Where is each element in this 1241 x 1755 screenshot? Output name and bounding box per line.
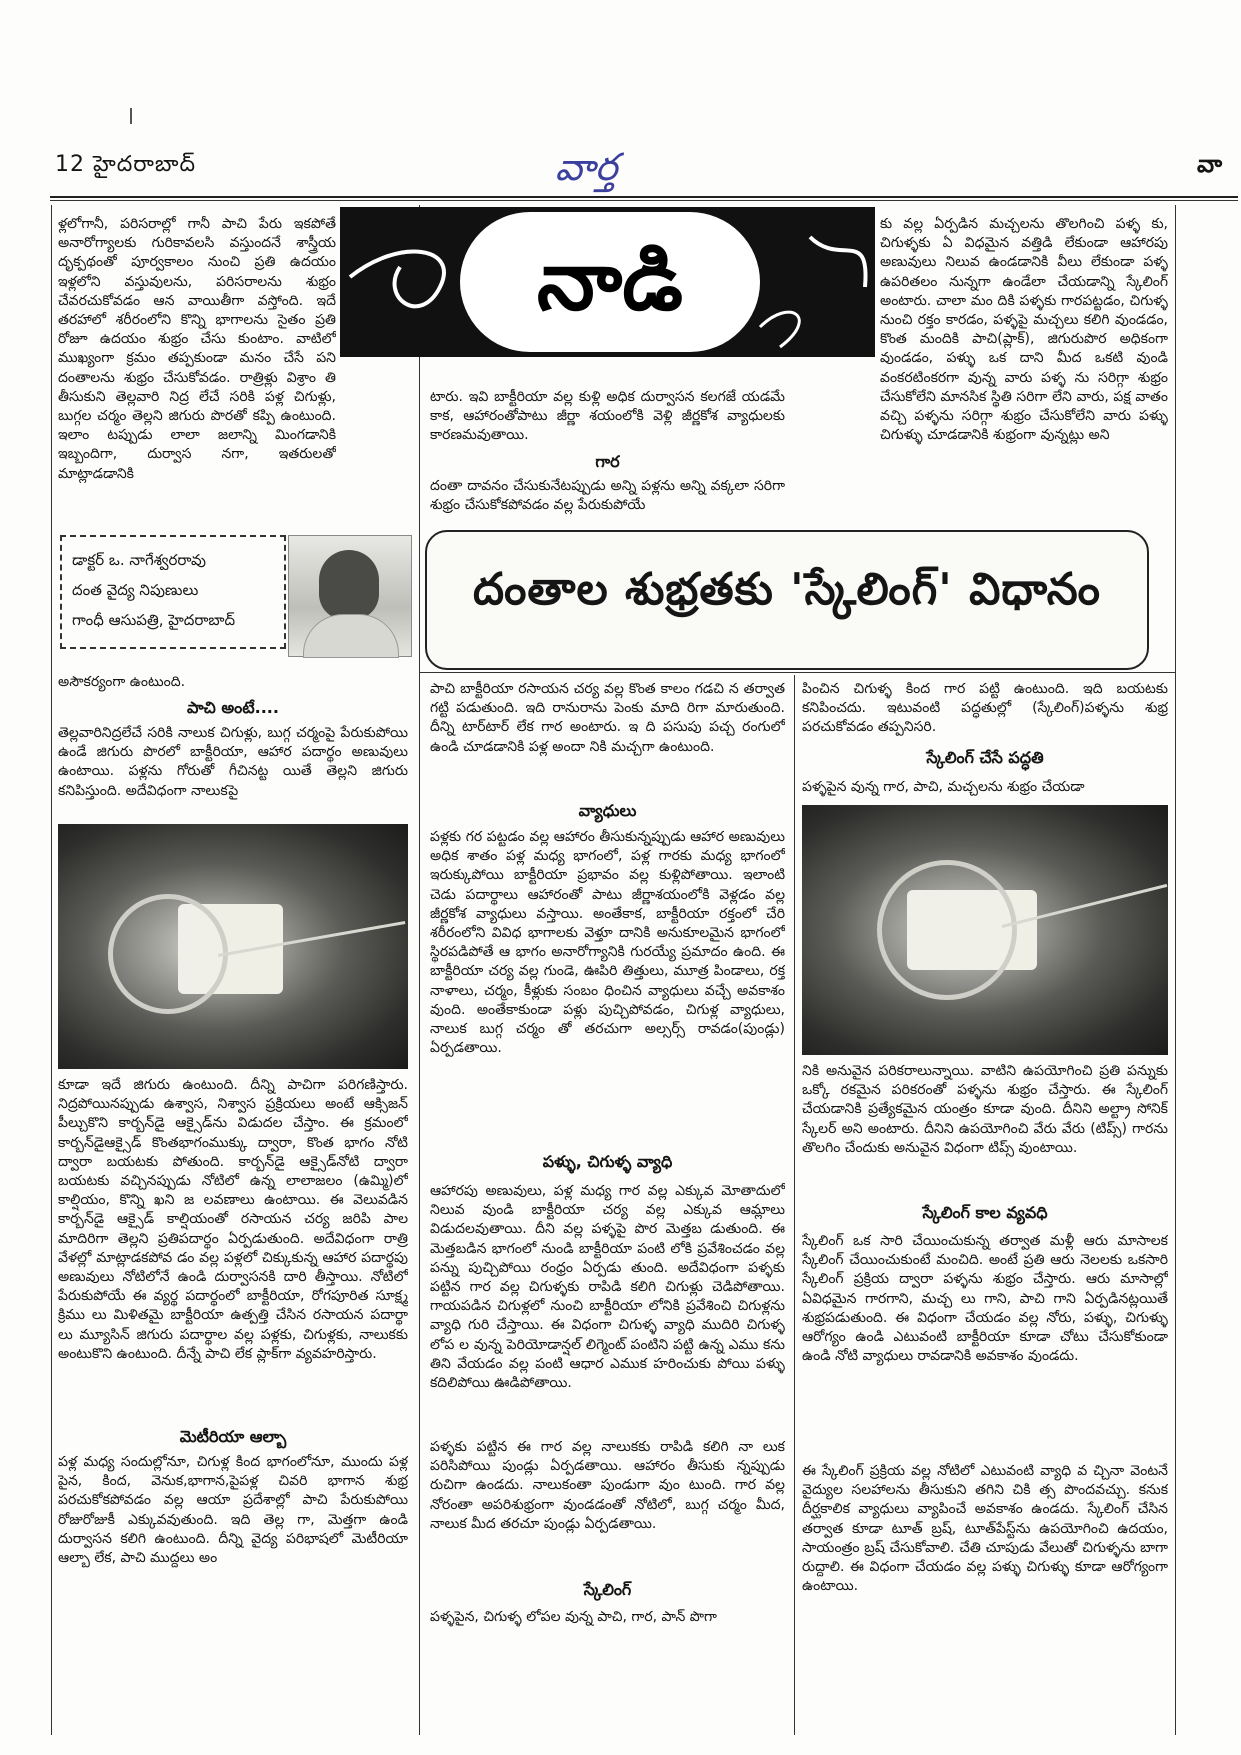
col1-intro: ళ్లలోగానీ, పరిసరాల్లో గానీ పాచి పేరు ఇకపోతే అనారోగ్యాలకు గురికావలసి వస్తుందనే శాస్త్రీయ దృక్పథంతో పూర్వకాలం నుంచి ప్రతి ఉదయం ఇళ్లలోని వస్తువులను, పరిసరాలను శుభ్రం చేవరచుకోవడం ఆన వాయితీగా వస్తోంది. ఇదే తరహాలో శరీరంలోని కొన్ని భాగాలను సైతం ప్రతి రోజూ ఉదయం శుభ్రం చేసు కుంటాం. వాటిలో ముఖ్యంగా క్రమం తప్పకుండా మనం చేసే పని దంతాలను శుభ్రం చేసుకోవడం. రాత్రిళ్లు విశ్రాం తి తీసుకుని తెల్లవారి నిద్ర లేచే సరికి పళ్ల చిగుళ్లు, బుగ్గల చర్మం తెల్లని జిగురు పొరతో కప్పి ఉంటుంది. ఇలాం టప్పుడు లాలా జలాన్ని మింగడానికి ఇబ్బందిగా, దుర్వాస నగా, ఇతరులతో మాట్లాడడానికి [58, 216, 336, 482]
col1-para3: పళ్ల మధ్య సందుల్లోనూ, చిగుళ్ల కింద భాగంలోనూ, ముందు పళ్ల పైన, కింద, వెనుక,భాగాన,పైపళ్ల చివరి భాగాన శుభ్ర పరచుకోకపోవడం వల్ల ఆయా ప్రదేశాల్లో పాచి పేరుకుపోయి రోజురోజుకీ ఎక్కువవుతుంది. ఇది తెల్ల గా, మెత్తగా ఉండి దుర్వాసన కలిగి ఉంటుంది. దీన్ని వైద్య పరిభాషలో మెటీరియా ఆల్బా లేక, పాచి ముద్దలు అం [58, 1454, 408, 1567]
dental-mirror-photo-left [58, 824, 408, 1069]
col1-para2: కూడా ఇదే జిగురు ఉంటుంది. దీన్ని పాచిగా పరిగణిస్తారు. నిద్రపోయినప్పుడు ఉశ్వాస, నిశ్వాస ప్రక్రియలు అంటే ఆక్సిజన్ పీల్చుకొని కార్బన్‌డై ఆక్సైడ్‌ను విడుదల చేస్తాం. ఈ క్రమంలో కార్బన్‌డైఆక్సైడ్ కొంతభాగంముక్కు ద్వారా, కొంత భాగం నోటి ద్వారా బయటకు పోతుంది. కార్బన్‌డై ఆక్సైడ్‌నోటి ద్వారా బయటకు వచ్చినప్పుడు నోటిలో ఉన్న లాలాజలం (ఉమ్మి)లో కాల్షియం, కొన్ని ఖని జ లవణాలు ఉంటాయి. ఈ వెలువడిన కార్బన్‌డై ఆక్సైడ్ కాల్షియంతో రసాయన చర్య జరిపి పాల మాదిరిగా తెల్లని ప్రతిపదార్థం ఏర్పడుతుంది. అదేవిధంగా రాత్రి వేళల్లో మాట్లాడకపోవ డం వల్ల పళ్లలో చిక్కుకున్న ఆహార పదార్థపు అణువులు నోటిలోనే ఉండి దుర్వాసనకి దారి తీస్తాయి. నోటిలో పేరుకుపోయే ఈ వ్యర్థ పదార్థంలో బాక్టీరియా, రోగపూరిత సూక్ష్మ క్రిము లు మిళితమై బాక్టీరియా ఉత్పత్తి చేసిన రసాయన పదార్థా లు మ్యూసిన్ జిగురు పదార్థాల వల్ల పళ్లకు, చిగుళ్లకు, నాలుకకు అంటుకొని ఉంటుంది. దీన్నే పాచి లేక ప్లాక్‌గా వ్యవహరిస్తారు. [58, 1077, 408, 1362]
dental-mirror-photo-right [802, 805, 1168, 1055]
right-border [1175, 205, 1176, 1735]
masthead-signature: వార్త [555, 145, 618, 189]
edge-mark: వా [1197, 150, 1223, 178]
col2-subheading-scaling: స్కేలింగ్ [583, 1580, 632, 1599]
col2-diseases: పళ్లకు గర పట్టడం వల్ల ఆహారం తీసుకున్నప్పుడు ఆహార అణువులు అధిక శాతం పళ్ల మధ్య భాగంలో, పళ్ల గారకు మధ్య భాగంలో ఇరుక్కుపోయి బాక్టీరియా ప్రభావం వల్ల కుళ్లిపోతాయి. ఇలాంటి చెడు పదార్థాలు ఆహారంతో పాటు జీర్ణాశయంలోకి వెళ్లడం వల్ల జీర్ణకోశ వ్యాధులు వస్తాయి. అంతేకాక, బాక్టీరియా రక్తంలో చేరి శరీరంలోని వివిధ భాగాలకు వెళ్తూ దానికి అనుకూలమైన భాగంలో స్థిరపడిపోతే ఆ భాగం అనారోగ్యానికి గురయ్యే ప్రమాదం ఉంది. ఈ బాక్టీరియా చర్య వల్ల గుండె, ఊపిరి తిత్తులు, మూత్ర పిండాలు, రక్త నాళాలు, చర్మం, కీళ్లుకు సంబం ధించిన వ్యాధులు వచ్చే అవకాశం వుంది. అంతేకాకుండా పళ్లు పుచ్చిపోవడం, చిగుళ్ల వ్యాధులు, నాలుక బుగ్గ చర్మం తో తరచుగా అల్సర్స్ రావడం(పుండ్లు) ఏర్పడతాయి. [430, 829, 785, 1057]
tick-mark [130, 108, 132, 124]
headline-banner [425, 530, 1149, 670]
headline-underline [420, 672, 1175, 673]
byline-name: డాక్టర్ ఒ. నాగేశ్వరరావు [72, 551, 206, 569]
column-rule-2 [794, 675, 795, 1735]
naadi-logo-box [340, 207, 875, 357]
col1-after-byline: అసౌకర్యంగా ఉంటుంది. [58, 674, 186, 690]
byline-affiliation: గాంధీ ఆసుపత్రి, హైదరాబాద్ [72, 611, 236, 629]
page-label: 12 హైదరాబాద్ [55, 152, 196, 177]
col3-method2: నికి అనువైన పరికరాలున్నాయి. వాటిని ఉపయోగించి ప్రతి పన్నుకు ఒక్కో రకమైన పరికరంతో పళ్ళను శుభ్రం చేస్తారు. ఈ స్కేలింగ్ చేయడానికి ప్రత్యేకమైన యంత్రం కూడా వుంది. దీనిని అల్ట్రా సోనిక్ స్కేలర్ అని అంటారు. దీనిని ఉపయోగించి వేరు వేరు (టిప్స్) గారను తొలగిం చేందుకు అనువైన విధంగా టిప్స్ వుంటాయి. [802, 1063, 1168, 1156]
mirror-shape [108, 894, 228, 1014]
col2-top: టారు. ఇవి బాక్టీరియా వల్ల కుళ్లి అధిక దుర్వాసన కలగజే యడమే కాక, ఆహారంతోపాటు జీర్ణా శయంలోకి వెళ్లి జీర్ణకోశ వ్యాధులకు కారణమవుతాయి. [430, 389, 785, 444]
logo-text: నాడి [460, 212, 760, 352]
col3-cont: పించిన చిగుళ్ళ కింద గార పట్టి ఉంటుంది. ఇది బయటకు కనిపించదు. ఇటువంటి పద్ధతుల్లో (స్కేలింగ్)పళ్ళను శుభ్ర పరచుకోవడం తప్పనిసరి. [802, 681, 1168, 736]
col3-subheading-period: స్కేలింగ్ కాల వ్యవధి [922, 1203, 1048, 1222]
col2-cont: పాచి బాక్టీరియా రసాయన చర్య వల్ల కొంత కాలం గడచి న తర్వాత గట్టి పడుతుంది. ఇది రానురాను పెంకు మాది రిగా మారుతుంది. దీన్ని టార్‌టార్ లేక గార అంటారు. ఇ ది పసుపు పచ్చ రంగులో ఉండి చూడడానికి పళ్ల అందా నికి మచ్చగా ఉంటుంది. [430, 681, 785, 755]
col3-period1: స్కేలింగ్ ఒక సారి చేయించుకున్న తర్వాత మళ్లీ ఆరు మాసాలక స్కేలింగ్ చేయించుకుంటే మంచిది. అంటే ప్రతి ఆరు నెలలకు ఒకసారి స్కేలింగ్ ప్రక్రియ ద్వారా పళ్ళను శుభ్రం చేస్తారు. ఆరు మాసాల్లో ఏవిధమైన గారగాని, మచ్చ లు గాని, పాచి గాని ఏర్పడినట్లయితే శుభ్రపడుతుంది. ఈ విధంగా చేయడం వల్ల నోరు, పళ్ళు, చిగుళ్ళు ఆరోగ్యం ఉండి ఎటువంటి బాక్టీరియా కూడా చోటు చేసుకోకుండా ఉండి నోటి వ్యాధులు రావడానికి అవకాశం వుండదు. [802, 1233, 1168, 1365]
col2-scaling-start: పళ్ళపైన, చిగుళ్ళ లోపల వున్న పాచి, గార, పాన్ పొగా [430, 1609, 717, 1625]
author-portrait [288, 535, 412, 657]
byline-title: దంత వైద్య నిపుణులు [72, 581, 199, 599]
byline-box [60, 535, 286, 649]
col2-gara: దంతా దావనం చేసుకునేటప్పుడు అన్ని పళ్లను అన్ని వక్కలా సరిగా శుభ్రం చేసుకోకపోవడం వల్ల పేరుకుపోయే [430, 478, 785, 514]
col2-subheading-diseases: వ్యాధులు [578, 801, 637, 820]
col1-subheading-pachi: పాచి అంటే.... [187, 698, 279, 717]
col3-period2: ఈ స్కేలింగ్ ప్రక్రియ వల్ల నోటిలో ఎటువంటి వ్యాధి వ చ్చినా వెంటనే వైద్యుల సలహాలను తీసుకుని తగిని చికి త్స పొందవచ్చు. కనుక దీర్ఘకాలిక వ్యాధులు వ్యాపించే అవకాశం ఉండదు. స్కేలింగ్ చేసిన తర్వాత కూడా టూత్ బ్రష్, టూత్‌పేస్ట్‌ను ఉపయోగించి ఉదయం, సాయంత్రం బ్రష్ చేసుకోవాలి. చేతి చూపుడు వేలుతో చిగుళ్ళను బాగా రుద్దాలి. ఈ విధంగా చేయడం వల్ల పళ్ళు చిగుళ్ళు కూడా ఆరోగ్యంగా ఉంటాయి. [802, 1463, 1168, 1595]
col2-subheading-gara: గార [595, 452, 620, 471]
col2-gum2: పళ్ళకు పట్టిన ఈ గార వల్ల నాలుకకు రాపిడి కలిగి నా లుక పరిసిపోయి పుండ్లు ఏర్పడతాయి. ఆహారం తీసుకు న్నప్పుడు రుచిగా ఉండదు. నాలుకంతా పుండుగా వుం టుంది. గార వల్ల నోరంతా అపరిశుభ్రంగా వుండడంతో నోటిలో, బుగ్గ చర్మం మీద, నాలుక మీద తరచూ పుండ్లు ఏర్పడతాయి. [430, 1439, 785, 1532]
col2-gum1: ఆహారపు అణువులు, పళ్ల మధ్య గార వల్ల ఎక్కువ మోతాదులో నిలువ వుండి బాక్టీరియా చర్య వల్ల ఎక్కువ ఆమ్లాలు విడుదలవుతాయి. దీని వల్ల పళ్ళపై పొర మెత్తబ డుతుంది. ఈ మెత్తబడిన భాగంలో నుండి బాక్టీరియా పంటి లోకి ప్రవేశించడం వల్ల పన్ను పుచ్చిపోయి రంధ్రం ఏర్పడు తుంది. అదేవిధంగా పళ్ళకు పట్టిన గార వల్ల చిగుళ్ళకు రాపిడి కలిగి చిగుళ్లు చెడిపోతాయి. గాయపడిన చిగుళ్లలో నుంచి బాక్టీరియా లోనికి ప్రవేశించి చిగుళ్లను వ్యాధి గురి చేస్తాయి. ఈ విధంగా చిగుళ్ళ వ్యాధి ముదిరి చిగుళ్ళ లోప ల వున్న పెరియోడాన్షల్ లిగ్మెంట్ పంటిని పట్టి ఉన్న ఎము కను తిని వేయడం వల్ల పంటి ఆధార ఎముక హరించుకు పోయి పళ్ళు కదిలిపోయి ఊడిపోతాయి. [430, 1183, 785, 1392]
col2-subheading-gum: పళ్ళు, చిగుళ్ళ వ్యాధి [542, 1152, 673, 1171]
headline-text: దంతాల శుభ్రతకు 'స్కేలింగ్' విధానం [473, 564, 1101, 615]
left-border [51, 205, 52, 1735]
column-rule-1 [419, 205, 420, 1735]
col1-subheading-materia: మెటీరియా ఆల్బా [179, 1427, 287, 1446]
header-rule [50, 196, 1238, 198]
portrait-shoulders [303, 614, 399, 658]
col1-para1: తెల్లవారినిద్రలేచే సరికి నాలుక చిగుళ్లు, బుగ్గ చర్మంపై పేరుకుపోయి ఉండే జిగురు పొరలో బాక్టీరియా, ఆహార పదార్థం అణువులు ఉంటాయి. పళ్లను గోరుతో గీచినట్ట యితే తెల్లని జిగురు కనిపిస్తుంది. అదేవిధంగా నాలుకపై [58, 725, 408, 799]
col3-subheading-method: స్కేలింగ్ చేసే పద్ధతి [926, 748, 1044, 767]
mirror-shape [877, 860, 1017, 1000]
col3-method1: పళ్ళపైన వున్న గార, పాచి, మచ్చలను శుభ్రం చేయడా [802, 779, 1085, 795]
col3-top: కు వల్ల ఏర్పడిన మచ్చలను తొలగించి పళ్ళ కు, చిగుళ్ళకు ఏ విధమైన వత్తిడి లేకుండా ఆహారపు అణువులు నిలువ ఉండడానికి వీలు లేకుండా పళ్ళ ఉపరితలం నున్నగా ఉండేలా చేయడాన్ని స్కేలింగ్ అంటారు. చాలా మం దికి పళ్ళకు గారపట్టడం, చిగుళ్ళ నుంచి రక్తం కారడం, పళ్ళపై మచ్చలు కలిగి వుండడం, కొంత మందికి పాచి(ప్లాక్), జిగురుపొర అధికంగా వుండడం, పళ్ళు ఒక దాని మీద ఒకటి వుండి వంకరటింకరగా వున్న వారు పళ్ళ ను సరిగ్గా శుభ్రం చేసుకోలేని మానసిక స్థితి సరిగా లేని వారు, పక్ష వాతం వచ్చి పళ్ళను సరిగ్గా శుభ్రం చేసుకోలేని వారు పళ్ళు చిగుళ్ళు చూడడానికి శుభ్రంగా వున్నట్లు అని [880, 216, 1168, 444]
header-rule-thin [50, 200, 1238, 201]
portrait-head [319, 550, 379, 620]
